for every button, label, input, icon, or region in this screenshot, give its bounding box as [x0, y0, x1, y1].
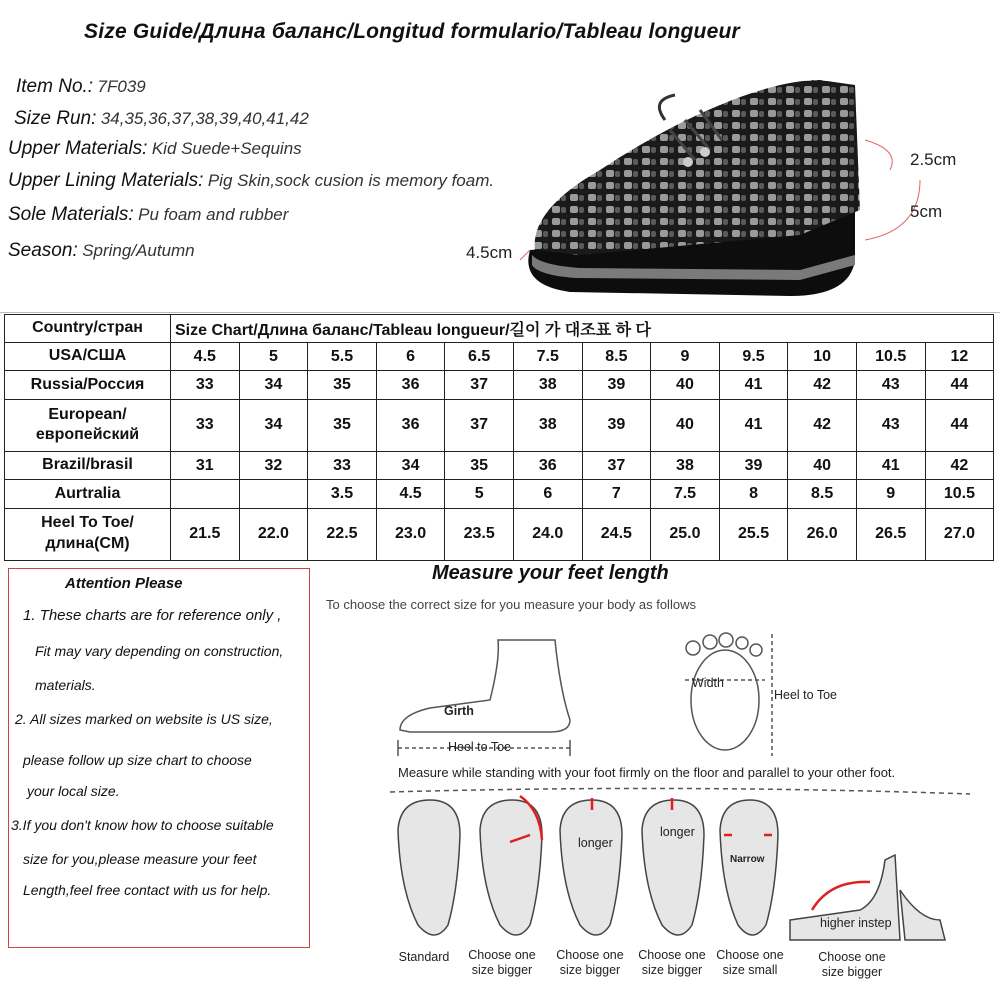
- spec-season: [8, 240, 195, 262]
- label-girth: Girth: [444, 704, 474, 718]
- table-cell: 34: [376, 452, 445, 480]
- attention-line: size for you,please measure your feet: [23, 851, 257, 867]
- table-cell: 23.0: [376, 508, 445, 560]
- table-cell: 39: [719, 452, 788, 480]
- table-cell: 8.5: [582, 343, 651, 371]
- spec-value: Pig Skin,sock cusion is memory foam.: [207, 171, 495, 190]
- table-cell: 8: [719, 480, 788, 508]
- measure-title: Measure your feet length: [432, 562, 669, 584]
- attention-line: 1. These charts are for reference only ,: [23, 607, 282, 624]
- table-cell: 33: [308, 452, 377, 480]
- caption-bigger-1: Choose one size bigger: [468, 948, 536, 977]
- table-cell: 37: [445, 371, 514, 399]
- caption-small: Choose one size small: [716, 948, 784, 977]
- label-longer-1: longer: [578, 836, 613, 850]
- foot-diagram-svg: [380, 620, 980, 1000]
- attention-line: your local size.: [27, 783, 120, 799]
- table-cell: 43: [856, 371, 925, 399]
- table-cell: 9.5: [719, 343, 788, 371]
- table-cell: 6: [513, 480, 582, 508]
- table-cell: 37: [445, 399, 514, 451]
- label-width: Width: [692, 676, 724, 690]
- spec-item-no: [16, 76, 146, 98]
- table-row: [5, 508, 994, 560]
- attention-line: 2. All sizes marked on website is US size,: [15, 711, 273, 727]
- row-label: USA/США: [5, 343, 171, 371]
- attention-box: [8, 568, 310, 948]
- table-cell: 25.5: [719, 508, 788, 560]
- dim-front: 4.5cm: [466, 243, 513, 262]
- table-cell: 5.5: [308, 343, 377, 371]
- table-cell: 40: [651, 371, 720, 399]
- spec-value: Pu foam and rubber: [138, 205, 289, 224]
- table-cell: 8.5: [788, 480, 857, 508]
- table-cell: 10.5: [856, 343, 925, 371]
- row-label: European/европейский: [5, 399, 171, 451]
- table-cell: 36: [376, 371, 445, 399]
- table-cell: 44: [925, 399, 994, 451]
- attention-line: materials.: [35, 677, 96, 693]
- table-cell: 7.5: [651, 480, 720, 508]
- table-cell: 22.5: [308, 508, 377, 560]
- table-cell: 33: [171, 371, 240, 399]
- spec-key: Size Run:: [14, 108, 97, 129]
- table-cell: 9: [856, 480, 925, 508]
- table-cell: 7.5: [513, 343, 582, 371]
- table-cell: [171, 480, 240, 508]
- foot-diagram: [380, 620, 980, 1000]
- table-cell: 32: [239, 452, 308, 480]
- row-label: Aurtralia: [5, 480, 171, 508]
- table-header-row: [5, 315, 994, 343]
- spec-value: 34,35,36,37,38,39,40,41,42: [100, 109, 309, 128]
- table-row: [5, 480, 994, 508]
- table-cell: 42: [788, 399, 857, 451]
- dim-platform: 5cm: [910, 202, 943, 221]
- table-cell: 42: [788, 371, 857, 399]
- spec-value: Spring/Autumn: [82, 241, 195, 260]
- spec-lining-materials: [8, 170, 494, 192]
- table-cell: 41: [719, 371, 788, 399]
- caption-bigger-2: Choose one size bigger: [556, 948, 624, 977]
- label-instep: higher instep: [820, 916, 892, 930]
- table-cell: 4.5: [376, 480, 445, 508]
- table-cell: 35: [308, 371, 377, 399]
- table-cell: 38: [651, 452, 720, 480]
- spec-key: Upper Materials:: [8, 138, 148, 159]
- table-row: [5, 343, 994, 371]
- spec-key: Season:: [8, 240, 78, 261]
- page-title: Size Guide/Длина баланс/Longitud formulario/Tableau longueur: [84, 20, 740, 43]
- spec-upper-materials: [8, 138, 302, 160]
- table-cell: 34: [239, 371, 308, 399]
- shoe-image: [460, 60, 1000, 310]
- table-cell: 36: [513, 452, 582, 480]
- table-cell: 25.0: [651, 508, 720, 560]
- table-cell: 5: [445, 480, 514, 508]
- spec-key: Sole Materials:: [8, 204, 134, 225]
- caption-standard: Standard: [398, 950, 450, 964]
- table-row: [5, 399, 994, 451]
- row-label: Brazil/brasil: [5, 452, 171, 480]
- table-cell: 43: [856, 399, 925, 451]
- shoe-illustration: [460, 60, 1000, 310]
- table-cell: 24.5: [582, 508, 651, 560]
- table-cell: 6: [376, 343, 445, 371]
- table-cell: 38: [513, 399, 582, 451]
- table-cell: 40: [788, 452, 857, 480]
- table-cell: [239, 480, 308, 508]
- table-cell: 35: [308, 399, 377, 451]
- table-cell: 39: [582, 371, 651, 399]
- attention-line: please follow up size chart to choose: [23, 752, 252, 768]
- spec-sole-materials: [8, 204, 288, 226]
- table-cell: 41: [719, 399, 788, 451]
- table-cell: 9: [651, 343, 720, 371]
- table-header-chart: Size Chart/Длина баланс/Tableau longueur/길이 가 대조표 하 다: [171, 315, 994, 343]
- table-cell: 44: [925, 371, 994, 399]
- table-cell: 34: [239, 399, 308, 451]
- table-cell: 12: [925, 343, 994, 371]
- divider: [0, 312, 1000, 313]
- table-cell: 39: [582, 399, 651, 451]
- table-cell: 37: [582, 452, 651, 480]
- table-cell: 5: [239, 343, 308, 371]
- table-cell: 3.5: [308, 480, 377, 508]
- table-cell: 23.5: [445, 508, 514, 560]
- table-cell: 40: [651, 399, 720, 451]
- table-header-country: Country/стран: [5, 315, 171, 343]
- caption-bigger-4: Choose one size bigger: [818, 950, 886, 979]
- caption-bigger-3: Choose one size bigger: [638, 948, 706, 977]
- table-cell: 21.5: [171, 508, 240, 560]
- table-row: [5, 371, 994, 399]
- measure-note: Measure while standing with your foot firmly on the floor and parallel to your other foot.: [398, 765, 896, 780]
- label-heel-to-toe: Heel to Toe: [448, 740, 512, 754]
- table-cell: 24.0: [513, 508, 582, 560]
- table-cell: 38: [513, 371, 582, 399]
- label-narrow: Narrow: [730, 854, 765, 865]
- spec-value: Kid Suede+Sequins: [151, 139, 302, 158]
- table-cell: 6.5: [445, 343, 514, 371]
- spec-key: Upper Lining Materials:: [8, 170, 204, 191]
- attention-line: Length,feel free contact with us for help.: [23, 882, 272, 898]
- label-longer-2: longer: [660, 825, 695, 839]
- label-heel-to-toe-right: Heel to Toe: [774, 688, 838, 702]
- row-label: Heel To Toe/длина(CM): [5, 508, 171, 560]
- table-cell: 26.0: [788, 508, 857, 560]
- table-cell: 33: [171, 399, 240, 451]
- table-cell: 31: [171, 452, 240, 480]
- table-cell: 7: [582, 480, 651, 508]
- table-cell: 42: [925, 452, 994, 480]
- table-cell: 22.0: [239, 508, 308, 560]
- table-cell: 35: [445, 452, 514, 480]
- table-cell: 26.5: [856, 508, 925, 560]
- spec-size-run: [14, 108, 309, 130]
- dim-top: 2.5cm: [910, 150, 957, 169]
- table-cell: 10: [788, 343, 857, 371]
- table-row: [5, 452, 994, 480]
- table-cell: 27.0: [925, 508, 994, 560]
- attention-line: 3.If you don't know how to choose suitable: [11, 817, 274, 833]
- table-cell: 10.5: [925, 480, 994, 508]
- table-cell: 36: [376, 399, 445, 451]
- measure-subtitle: To choose the correct size for you measure your body as follows: [326, 597, 696, 612]
- spec-value: 7F039: [97, 77, 146, 96]
- attention-title: Attention Please: [65, 575, 183, 592]
- row-label: Russia/Россия: [5, 371, 171, 399]
- table-cell: 41: [856, 452, 925, 480]
- size-chart-table: [4, 314, 994, 561]
- spec-key: Item No.:: [16, 76, 94, 97]
- attention-line: Fit may vary depending on construction,: [35, 643, 284, 659]
- table-cell: 4.5: [171, 343, 240, 371]
